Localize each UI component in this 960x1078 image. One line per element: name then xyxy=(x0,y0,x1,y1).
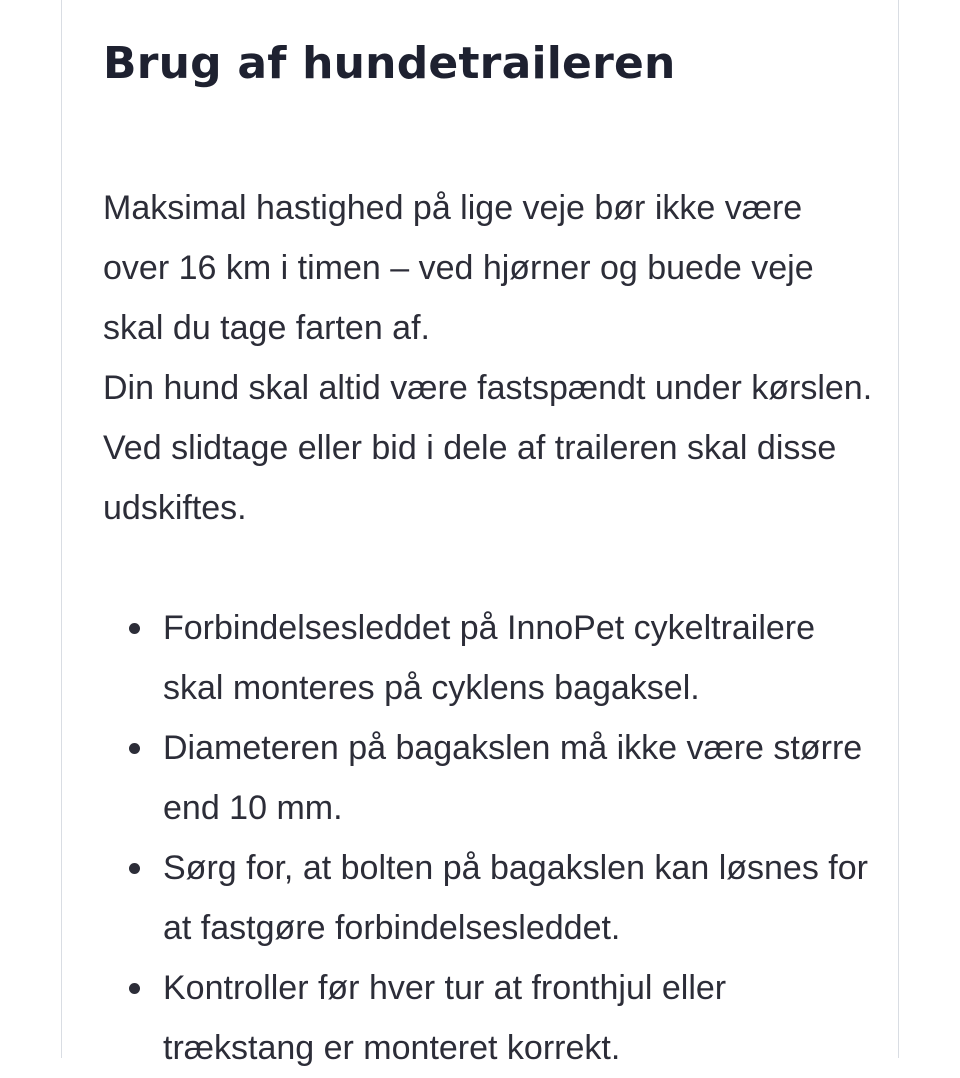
paragraph-speed: Maksimal hastighed på lige veje bør ikke være over 16 km i timen – ved hjørner og buede veje skal du tage farten af. xyxy=(103,189,814,347)
list-item-text: Kontroller før hver tur at fronthjul eller trækstang er monteret korrekt. xyxy=(163,969,727,1067)
bullet-icon xyxy=(129,743,140,754)
instruction-list xyxy=(103,598,873,1078)
list-item-text: Diameteren på bagakslen må ikke være større end 10 mm. xyxy=(163,729,863,827)
list-item xyxy=(103,718,873,838)
list-item-text: Sørg for, at bolten på bagakslen kan løsnes for at fastgøre forbindelsesleddet. xyxy=(163,849,868,947)
list-item xyxy=(103,958,873,1078)
bullet-icon xyxy=(129,623,140,634)
list-item-text: Forbindelsesleddet på InnoPet cykeltrailere skal monteres på cyklens bagaksel. xyxy=(163,609,816,707)
bullet-icon xyxy=(129,983,140,994)
article-card xyxy=(61,0,899,1067)
bullet-icon xyxy=(129,863,140,874)
article-body xyxy=(103,178,873,538)
list-item xyxy=(103,838,873,958)
page-title: Brug af hundetraileren xyxy=(103,38,676,89)
paragraph-safety: Din hund skal altid være fastspændt under kørslen. Ved slidtage eller bid i dele af traileren skal disse udskiftes. xyxy=(103,369,873,527)
article-content xyxy=(103,34,873,1078)
list-item xyxy=(103,598,873,718)
